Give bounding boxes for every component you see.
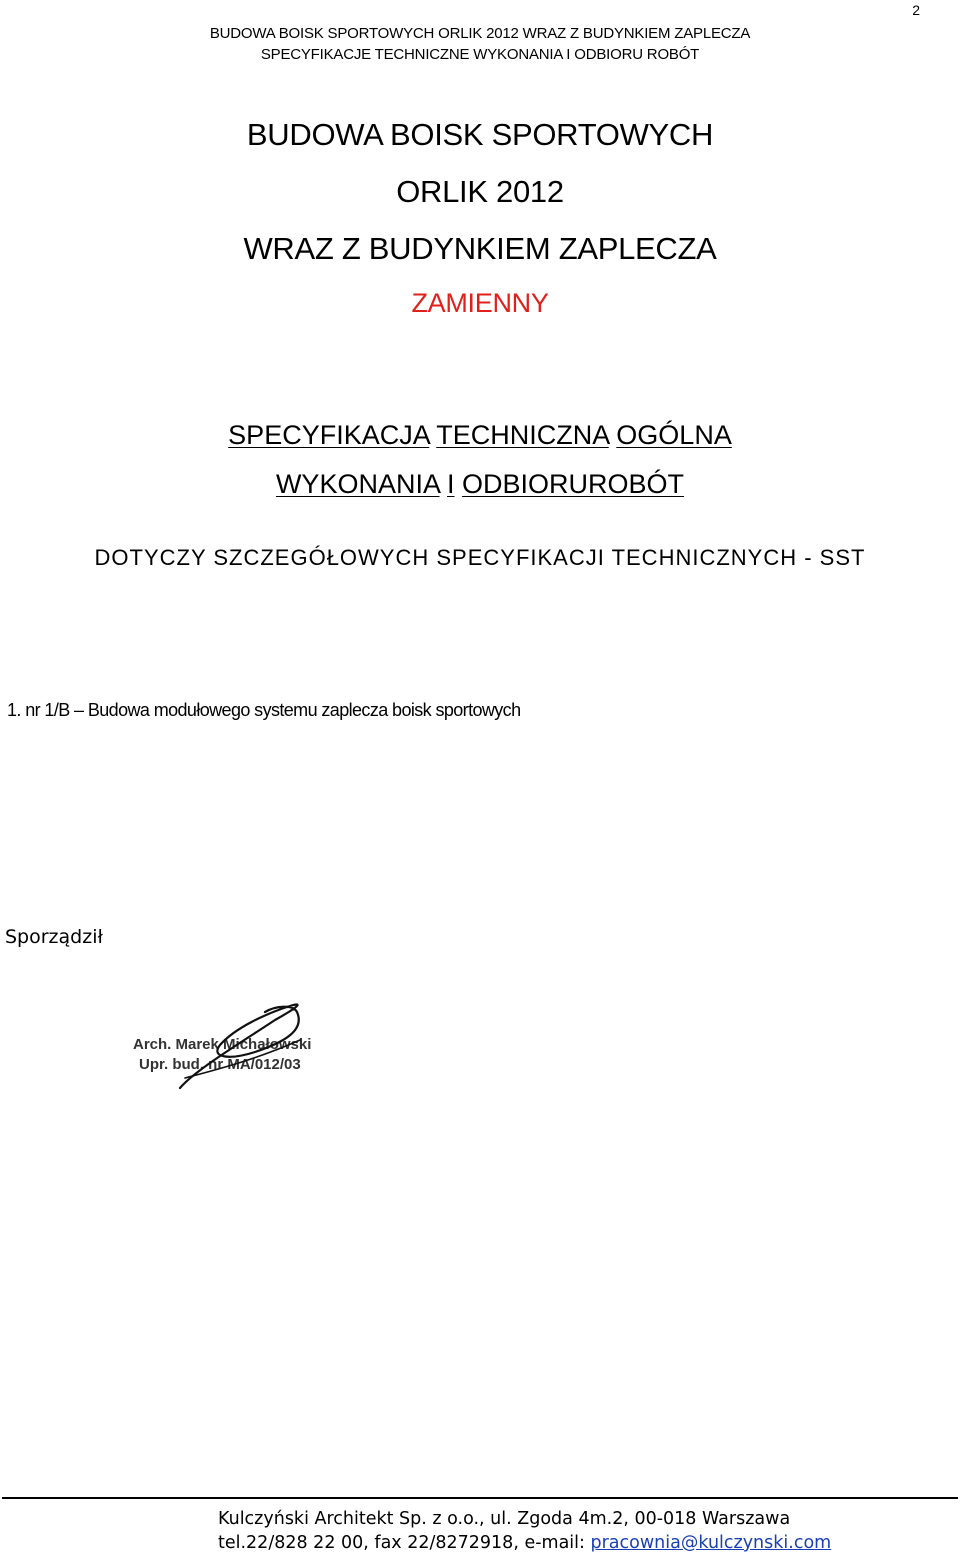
stamp-line1: Arch. Marek Michałowski — [133, 1036, 312, 1053]
dotyczy-line: DOTYCZY SZCZEGÓŁOWYCH SPECYFIKACJI TECHNICZNYCH - SST — [94, 545, 866, 570]
spec-word-specyfikacja: SPECYFIKACJA — [228, 420, 430, 450]
stamp-line2: Upr. bud. nr MA/012/03 — [139, 1056, 301, 1073]
footer-phone-fax: tel.22/828 22 00, fax 22/8272918, e-mail: — [218, 1533, 585, 1553]
footer-contact — [218, 1533, 831, 1553]
list-item: 1. nr 1/B – Budowa modułowego systemu zaplecza boisk sportowych — [7, 700, 521, 720]
running-header-line2: SPECYFIKACJE TECHNICZNE WYKONANIA I ODBIORU ROBÓT — [260, 46, 700, 63]
spec-title-line2 — [0, 469, 960, 500]
footer-divider — [2, 1497, 958, 1499]
footer-address: Kulczyński Architekt Sp. z o.o., ul. Zgoda 4m.2, 00-018 Warszawa — [218, 1509, 791, 1529]
signature-stamp — [125, 1000, 325, 1095]
spec-word-i: I — [447, 469, 455, 499]
title-variant-label: ZAMIENNY — [411, 288, 549, 318]
title-line3: WRAZ Z BUDYNKIEM ZAPLECZA — [243, 231, 717, 266]
running-header-line1: BUDOWA BOISK SPORTOWYCH ORLIK 2012 WRAZ Z BUDYNKIEM ZAPLECZA — [209, 25, 751, 42]
footer-email-link[interactable]: pracownia@kulczynski.com — [590, 1533, 832, 1553]
page-number: 2 — [912, 2, 920, 18]
spec-title-line1 — [0, 420, 960, 451]
spec-word-ogolna: OGÓLNA — [616, 420, 732, 450]
spec-word-wykonania: WYKONANIA — [275, 469, 440, 499]
spec-word-techniczna: TECHNICZNA — [436, 420, 609, 450]
prepared-by-label: Sporządził — [5, 926, 103, 948]
spec-word-odbioru-robot: ODBIORUROBÓT — [462, 469, 685, 499]
title-line2: ORLIK 2012 — [396, 174, 564, 209]
title-line1: BUDOWA BOISK SPORTOWYCH — [246, 117, 714, 152]
